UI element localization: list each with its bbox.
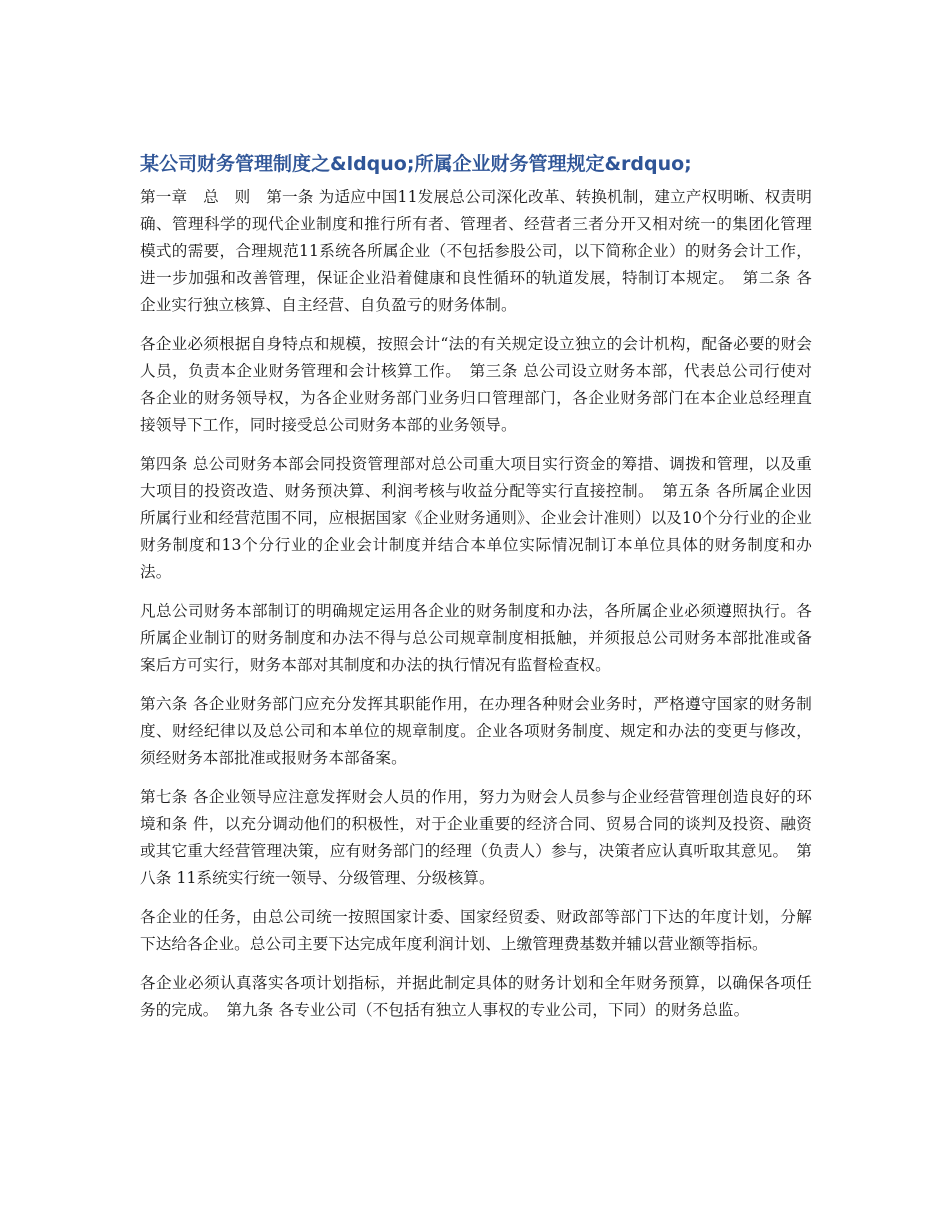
paragraph-annual-tasks: 各企业的任务，由总公司统一按照国家计委、国家经贸委、财政部等部门下达的年度计划，分解下达给各企业。总公司主要下达完成年度利润计划、上缴管理费基数并辅以营业额等指标。 bbox=[140, 908, 812, 953]
document-content bbox=[140, 150, 812, 1036]
paragraph-article-seven: 第七条 各企业领导应注意发挥财会人员的作用，努力为财会人员参与企业经营管理创造良好的环境和条 件，以充分调动他们的积极性，对于企业重要的经济合同、贸易合同的谈判及投资、融资或其它重大经营管理决策，应有财务部门的经理（负责人）参与，决策者应认真听取其意见。 第八条 11系统实行统一领导、分级管理、分级核算。 bbox=[140, 788, 812, 887]
paragraph-article-nine: 各企业必须认真落实各项计划指标，并据此制定具体的财务计划和全年财务预算，以确保各项任务的完成。 第九条 各专业公司（不包括有独立人事权的专业公司，下同）的财务总监。 bbox=[140, 974, 812, 1019]
paragraph-article-four: 第四条 总公司财务本部会同投资管理部对总公司重大项目实行资金的筹措、调拨和管理，以及重大项目的投资改造、财务预决算、利润考核与收益分配等实行直接控制。 第五条 各所属企业因所属行业和经营范围不同，应根据国家《企业财务通则》、企业会计准则）以及10个分行业的企业财务制度和13个分行业的企业会计制度并结合本单位实际情况制订本单位具体的财务制度和办法。 bbox=[140, 455, 812, 581]
paragraph-compliance: 凡总公司财务本部制订的明确规定运用各企业的财务制度和办法，各所属企业必须遵照执行。各所属企业制订的财务制度和办法不得与总公司规章制度相抵触，并须报总公司财务本部批准或备案后方可实行，财务本部对其制度和办法的执行情况有监督检查权。 bbox=[140, 602, 812, 674]
paragraph-accounting-staff: 各企业必须根据自身特点和规模，按照会计“法的有关规定设立独立的会计机构，配备必要的财会人员，负责本企业财务管理和会计核算工作。 第三条 总公司设立财务本部，代表总公司行使对各企业的财务领导权，为各企业财务部门业务归口管理部门，各企业财务部门在本企业总经理直接领导下工作，同时接受总公司财务本部的业务领导。 bbox=[140, 335, 812, 434]
paragraph-article-six: 第六条 各企业财务部门应充分发挥其职能作用，在办理各种财会业务时，严格遵守国家的财务制度、财经纪律以及总公司和本单位的规章制度。企业各项财务制度、规定和办法的变更与修改，须经财务本部批准或报财务本部备案。 bbox=[140, 695, 812, 767]
paragraph-chapter-one: 第一章 总 则 第一条 为适应中国11发展总公司深化改革、转换机制，建立产权明晰、权责明确、管理科学的现代企业制度和推行所有者、管理者、经营者三者分开又相对统一的集团化管理模式的需要，合理规范11系统各所属企业（不包括参股公司，以下简称企业）的财务会计工作，进一步加强和改善管理，保证企业沿着健康和良性循环的轨道发展，特制订本规定。 第二条 各企业实行独立核算、自主经营、自负盈亏的财务体制。 bbox=[140, 188, 812, 314]
document-title: 某公司财务管理制度之&ldquo;所属企业财务管理规定&rdquo; bbox=[140, 153, 692, 175]
